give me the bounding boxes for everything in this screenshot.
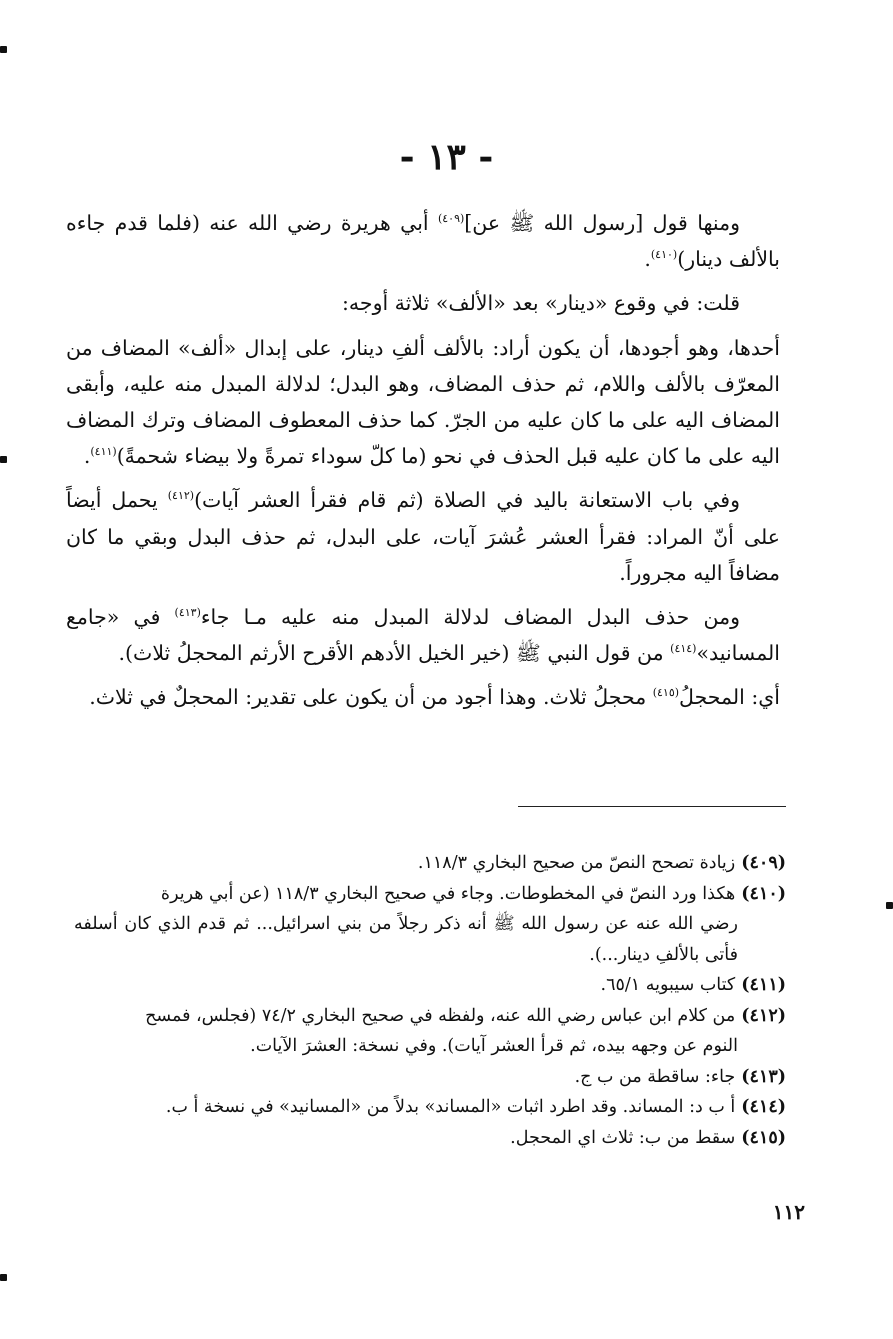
- footnote-text: من كلام ابن عباس رضي الله عنه، ولفظه في صحيح البخاري ٧٤/٢ (فجلس، فمسح: [145, 1005, 736, 1026]
- footnote-text: كتاب سيبويه ٦٥/١.: [600, 975, 736, 995]
- scan-mark-top-left: [0, 46, 7, 53]
- footnote-reference[interactable]: (٤١٢): [167, 489, 195, 503]
- footnote-number: (٤١٥): [741, 1127, 786, 1148]
- footnote: [74, 848, 786, 879]
- footnote: [74, 1092, 786, 1123]
- paragraph: [66, 679, 780, 715]
- footnote-text: أ ب د: المساند. وقد اطرد اثبات «المساند» بدلاً من «المسانيد» في نسخة أ ب.: [165, 1097, 736, 1117]
- text-run: يحمل أيضاً على أنّ المراد: فقرأ العشر عُشرَ آيات، على البدل، ثم حذف البدل وبقي ما كان مضافاً اليه مجروراً.: [66, 488, 780, 585]
- footnotes: [74, 848, 786, 1153]
- paragraph: [66, 482, 780, 591]
- footnote-text: هكذا ورد النصّ في المخطوطات. وجاء في صحيح البخاري ١١٨/٣ (عن أبي هريرة: [160, 883, 736, 904]
- footnote-continuation: رضي الله عنه عن رسول الله ﷺ أنه ذكر رجلاً من بني اسرائيل... ثم قدم الذي كان أسلفه فأتى بالألفِ دينار...).: [74, 914, 738, 965]
- paragraph: [66, 599, 780, 671]
- footnote: [74, 1123, 786, 1154]
- footnote: [74, 970, 786, 1001]
- footnote-reference[interactable]: (٤١١): [90, 445, 117, 459]
- footnote-number: (٤١٢): [741, 1005, 786, 1026]
- text-run: أي: المحجلُ: [679, 685, 780, 710]
- footnote-text: سقط من ب: ثلاث اي المحجل.: [510, 1127, 736, 1148]
- paragraph: [66, 330, 780, 475]
- text-run: .: [644, 247, 651, 272]
- footnote: [74, 879, 786, 971]
- text-run: في «جامع المسانيد»: [66, 605, 780, 666]
- text-run: أحدها، وهو أجودها، أن يكون أراد: بالألف ألفِ دينار، على إبدال «ألف» المضاف من المعرّف بالألف واللام، ثم حذف المضاف، وهو البدل؛ لدلالة المبدل منه عليه، وأبقى المضاف اليه على ما كان عليه من الجرّ. كما حذف المعطوف المضاف وترك المضاف اليه على ما كان عليه قبل الحذف في نحو (ما كلّ سوداء تمرةً ولا بيضاء شحمةً): [66, 335, 780, 469]
- footnote-number: (٤١٠): [741, 883, 786, 904]
- footnote-number: (٤١٣): [741, 1066, 786, 1087]
- footnote-number: (٤١٤): [741, 1097, 786, 1117]
- footnote-number: (٤٠٩): [741, 853, 786, 873]
- text-run: قلت: في وقوع «دينار» بعد «الألف» ثلاثة أوجه:: [342, 291, 740, 316]
- footnote-reference[interactable]: (٤١٣): [174, 606, 201, 620]
- scan-mark-bottom-left: [0, 1274, 7, 1281]
- footnote-number: (٤١١): [741, 975, 786, 995]
- scan-mark-mid-left: [0, 456, 7, 463]
- footnote-reference[interactable]: (٤١٤): [670, 642, 697, 656]
- paragraph: [66, 205, 780, 277]
- footnote-text: زيادة تصحح النصّ من صحيح البخاري ١١٨/٣.: [417, 853, 736, 873]
- main-text: [66, 205, 780, 724]
- footnote-text: جاء: ساقطة من ب ج.: [574, 1066, 736, 1087]
- text-run: ومن حذف البدل المضاف لدلالة المبدل منه عليه مـا جاء: [200, 605, 740, 630]
- text-run: وفي باب الاستعانة باليد في الصلاة (ثم قام فقرأ العشر آيات): [194, 488, 740, 513]
- text-run: ومنها قول [رسول الله ﷺ عن]: [464, 211, 740, 235]
- text-run: من قول النبي ﷺ (خير الخيل الأدهم الأقرح الأرثم المحجلُ ثلاث).: [118, 641, 671, 666]
- footnote-continuation: النوم عن وجهه بيده، ثم قرأ العشر آيات). وفي نسخة: العشرَ الآيات.: [250, 1036, 738, 1056]
- scan-mark-mid-right: [886, 902, 893, 909]
- paragraph: [66, 285, 780, 321]
- page-number: ١١٢: [772, 1200, 805, 1224]
- text-run: .: [83, 444, 91, 469]
- footnote-reference[interactable]: (٤٠٩): [437, 212, 465, 226]
- section-number: - ١٣ -: [399, 136, 494, 178]
- footnote: [74, 1001, 786, 1062]
- footnote: [74, 1062, 786, 1093]
- footnote-reference[interactable]: (٤١٠): [650, 248, 678, 262]
- footnote-reference[interactable]: (٤١٥): [652, 686, 680, 700]
- text-run: أبي هريرة رضي الله عنه (فلما قدم جاءه بالألف دينار): [66, 211, 780, 272]
- text-run: محجلُ ثلاث. وهذا أجود من أن يكون على تقدير: المحجلٌ في ثلاث.: [89, 685, 653, 710]
- footnote-separator: [518, 806, 786, 807]
